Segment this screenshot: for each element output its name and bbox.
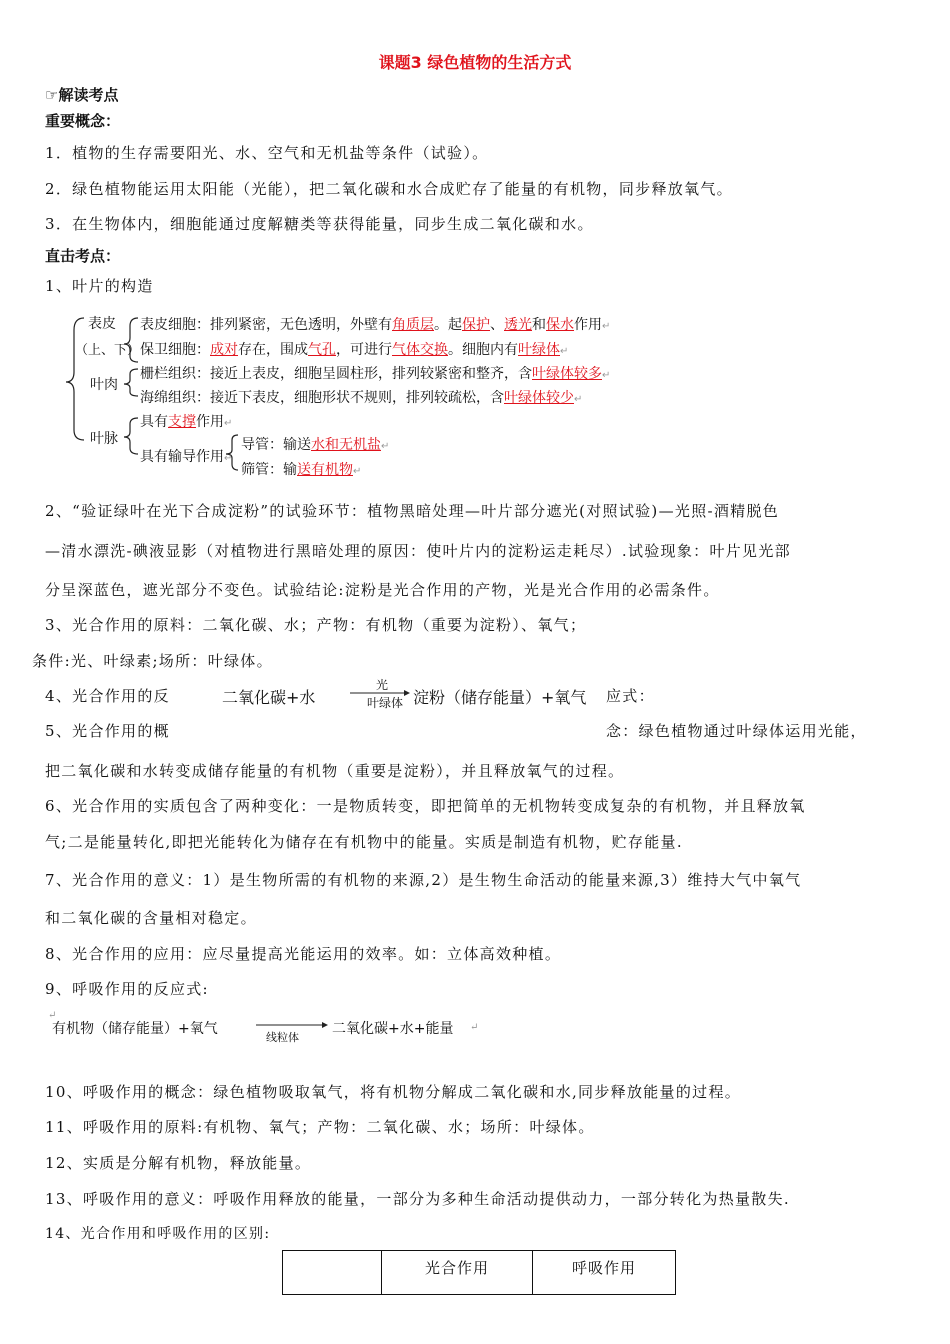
point-3: 3、光合作用的原料：二氧化碳、水；产物：有机物（重要为淀粉）、氧气； — [45, 616, 587, 634]
table-header-photosynthesis: 光合作用 — [382, 1251, 533, 1295]
point-13: 13、呼吸作用的意义：呼吸作用释放的能量，一部分为多种生命活动提供动力，一部分转化为热量散失. — [45, 1190, 790, 1208]
section-concepts-heading: 重要概念： — [45, 112, 121, 130]
point-6-line-2: 气;二是能量转化,即把光能转化为储存在有机物中的能量。实质是制造有机物，贮存能量. — [45, 833, 683, 851]
point-11: 11、呼吸作用的原料:有机物、氧气；产物：二氧化碳、水；场所：叶绿体。 — [45, 1118, 595, 1136]
concept-2: 2．绿色植物能运用太阳能（光能），把二氧化碳和水合成贮存了能量的有机物，同步释放氧气。 — [45, 180, 733, 198]
eq1-reactants: 二氧化碳+水 — [222, 688, 316, 707]
row-sieve-tube: 筛管：输送有机物↵ — [241, 462, 362, 478]
paragraph-mark-icon: ↵ — [560, 346, 569, 357]
eq2-arrow — [256, 1021, 328, 1029]
row-support: 具有支撑作用↵ — [140, 414, 233, 430]
point-10: 10、呼吸作用的概念：绿色植物吸取氧气，将有机物分解成二氧化碳和水,同步释放能量的过程。 — [45, 1083, 742, 1101]
comparison-table — [282, 1250, 676, 1295]
point-2-line-1: 2、“验证绿叶在光下合成淀粉”的试验环节：植物黑暗处理—叶片部分遮光(对照试验)—光照-酒精脱色 — [45, 502, 780, 520]
paragraph-mark-icon: ↵ — [48, 1010, 57, 1021]
point-9: 9、呼吸作用的反应式: — [45, 980, 209, 998]
point-1-heading: 1、叶片的构造 — [45, 277, 154, 295]
row-epidermal-cell: 表皮细胞：排列紧密，无色透明，外壁有角质层。起保护、透光和保水作用↵ — [140, 317, 611, 333]
point-8: 8、光合作用的应用：应尽量提高光能运用的效率。如：立体高效种植。 — [45, 945, 562, 963]
concept-3: 3．在生物体内，细胞能通过度解糖类等获得能量，同步生成二氧化碳和水。 — [45, 215, 594, 233]
row-vessel: 导管：输送水和无机盐↵ — [241, 437, 390, 453]
label-yerou: 叶肉 — [90, 377, 118, 393]
page-title: 课题3 绿色植物的生活方式 — [378, 53, 572, 72]
eq1-products: 淀粉（储存能量）+氧气 — [413, 688, 587, 707]
eq1-condition-chloroplast: 叶绿体 — [367, 696, 404, 710]
paragraph-mark-icon: ↵ — [224, 453, 233, 464]
paragraph-mark-icon: ↵ — [602, 370, 611, 381]
point-5-suffix: 念：绿色植物通过叶绿体运用光能， — [606, 722, 867, 740]
paragraph-mark-icon: ↵ — [470, 1022, 479, 1033]
table-row — [283, 1251, 676, 1295]
point-2-line-2: —清水漂洗-碘液显影（对植物进行黑暗处理的原因：使叶片内的淀粉运走耗尽）.试验现象：叶片见光部 — [45, 542, 791, 560]
row-guard-cell: 保卫细胞：成对存在，围成气孔，可进行气体交换。细胞内有叶绿体↵ — [140, 342, 569, 358]
point-6-line-1: 6、光合作用的实质包含了两种变化：一是物质转变，即把简单的无机物转变成复杂的有机物，并且释放氧 — [45, 797, 806, 815]
label-biaopi: 表皮 — [88, 316, 116, 332]
section-points-heading: 直击考点： — [45, 247, 121, 265]
point-4-suffix: 应式： — [606, 687, 655, 705]
row-spongy-tissue: 海绵组织：接近下表皮，细胞形状不规则，排列较疏松，含叶绿体较少↵ — [140, 390, 583, 406]
table-header-respiration: 呼吸作用 — [533, 1251, 676, 1295]
paragraph-mark-icon: ↵ — [602, 321, 611, 332]
concept-1: 1．植物的生存需要阳光、水、空气和无机盐等条件（试验）。 — [45, 144, 489, 162]
eq2-condition: 线粒体 — [266, 1031, 299, 1044]
point-2-line-3: 分呈深蓝色，遮光部分不变色。试验结论:淀粉是光合作用的产物，光是光合作用的必需条件。 — [45, 581, 720, 599]
row-palisade-tissue: 栅栏组织：接近上表皮，细胞呈圆柱形，排列较紧密和整齐，含叶绿体较多↵ — [140, 366, 611, 382]
point-14: 14、光合作用和呼吸作用的区别: — [45, 1226, 271, 1242]
point-7-line-2: 和二氧化碳的含量相对稳定。 — [45, 909, 257, 927]
point-5-line-2: 把二氧化碳和水转变成储存能量的有机物（重要是淀粉），并且释放氧气的过程。 — [45, 762, 625, 780]
table-header-empty — [283, 1251, 382, 1295]
row-conduction: 具有输导作用↵ — [140, 449, 233, 465]
point-4-prefix: 4、光合作用的反 — [45, 687, 170, 705]
eq1-condition-light: 光 — [376, 678, 389, 692]
label-shangxia: （上、下） — [75, 343, 141, 358]
point-12: 12、实质是分解有机物，释放能量。 — [45, 1154, 312, 1172]
label-yemai: 叶脉 — [90, 431, 118, 447]
eq2-products: 二氧化碳+水+能量 — [332, 1021, 454, 1037]
point-5-prefix: 5、光合作用的概 — [45, 722, 170, 740]
point-7-line-1: 7、光合作用的意义：1）是生物所需的有机物的来源,2）是生物生命活动的能量来源,3）维持大气中氧气 — [45, 871, 802, 889]
section-read-heading: ☞解读考点 — [45, 86, 119, 104]
point-3-conditions: 条件:光、叶绿素;场所：叶绿体。 — [32, 652, 273, 670]
eq2-reactants: 有机物（储存能量）+氧气 — [52, 1021, 218, 1037]
paragraph-mark-icon: ↵ — [574, 394, 583, 405]
paragraph-mark-icon: ↵ — [353, 466, 362, 477]
paragraph-mark-icon: ↵ — [224, 418, 233, 429]
paragraph-mark-icon: ↵ — [381, 441, 390, 452]
